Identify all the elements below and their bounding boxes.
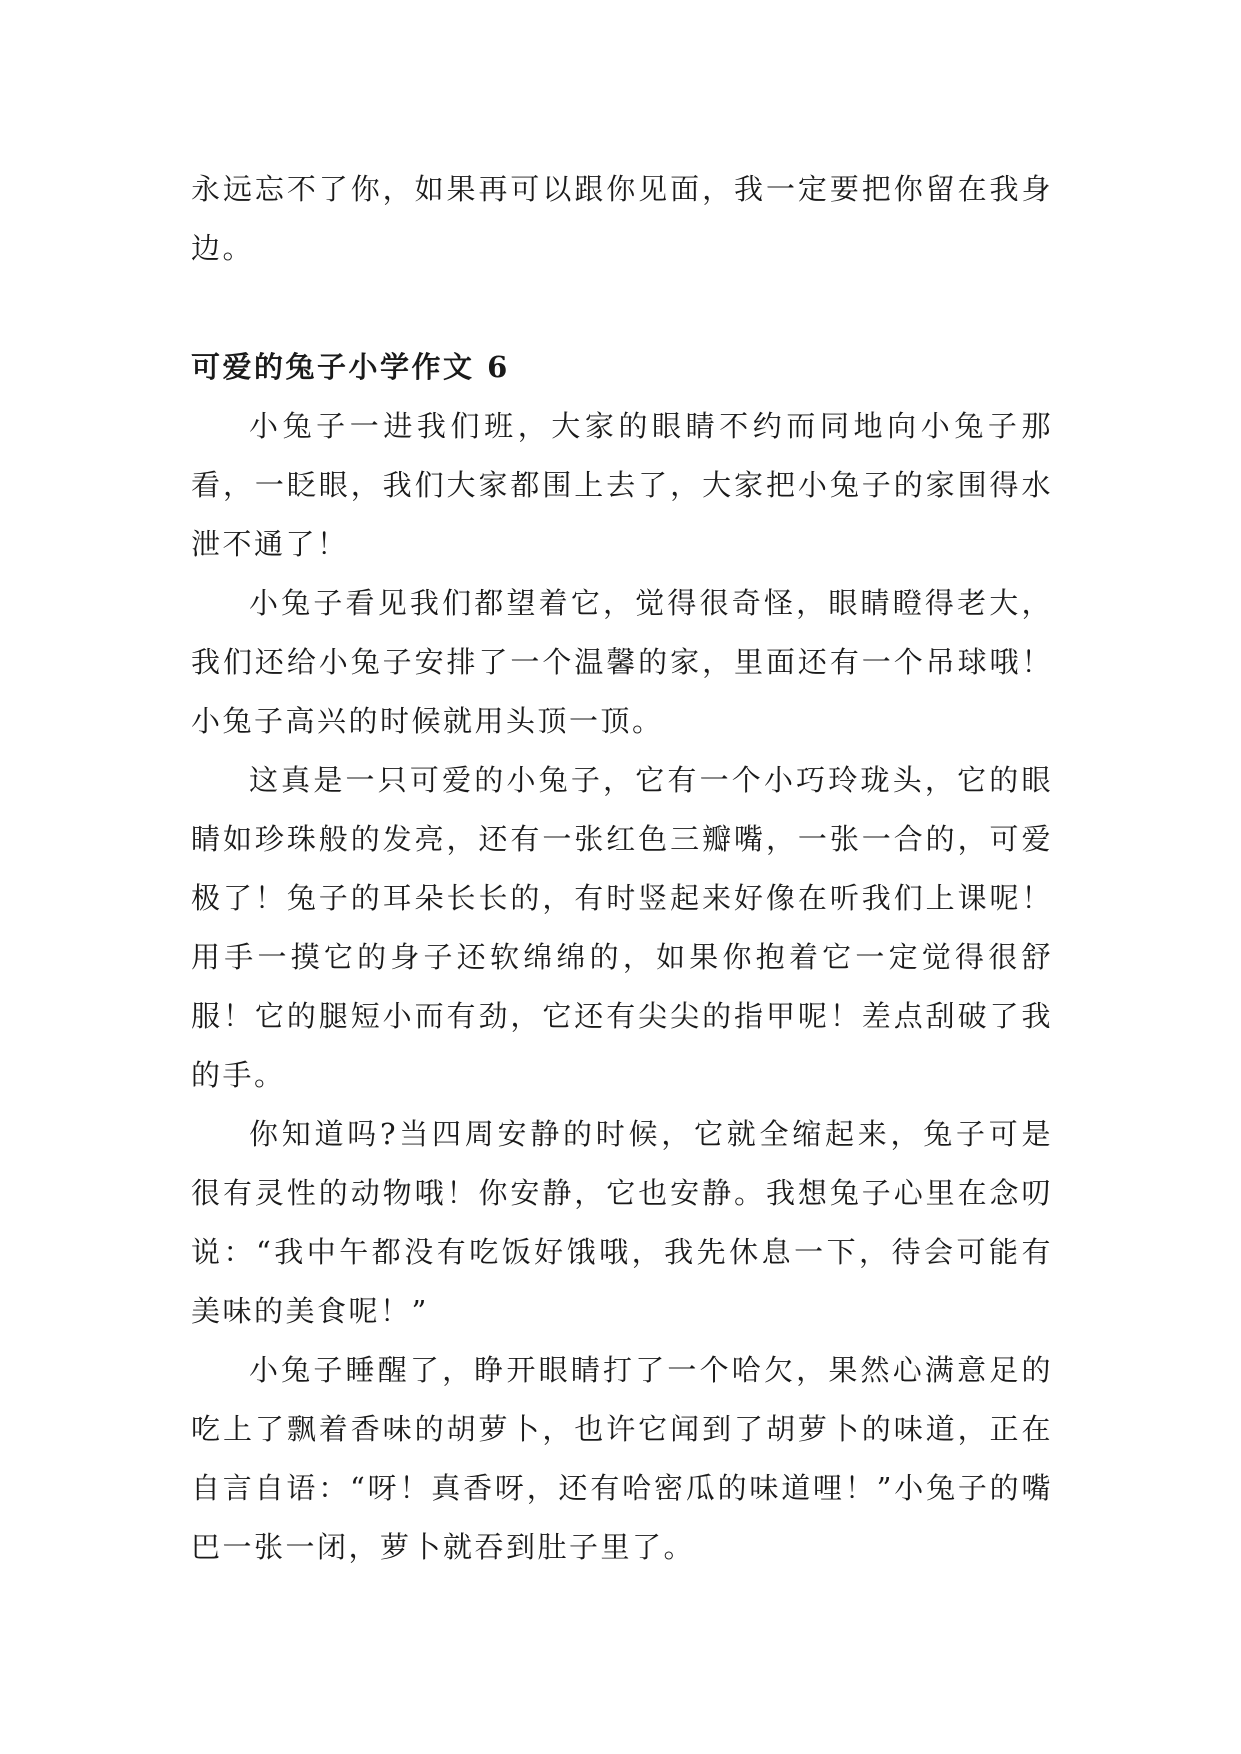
paragraph: 小兔子一进我们班，大家的眼睛不约而同地向小兔子那看，一眨眼，我们大家都围上去了，大家把小兔子的家围得水泄不通了！ <box>191 409 1053 561</box>
previous-section-ending: 永远忘不了你，如果再可以跟你见面，我一定要把你留在我身边。 <box>191 172 1053 265</box>
paragraph: 小兔子睡醒了，睁开眼睛打了一个哈欠，果然心满意足的吃上了飘着香味的胡萝卜，也许它闻到了胡萝卜的味道，正在自言自语：“呀！真香呀，还有哈密瓜的味道哩！”小兔子的嘴巴一张一闭，萝卜就吞到肚子里了。 <box>191 1353 1053 1564</box>
document-body <box>191 160 1053 1577</box>
paragraph: 小兔子看见我们都望着它，觉得很奇怪，眼睛瞪得老大，我们还给小兔子安排了一个温馨的家，里面还有一个吊球哦！小兔子高兴的时候就用头顶一顶。 <box>191 586 1053 738</box>
section-gap <box>191 278 1053 338</box>
paragraph: 你知道吗?当四周安静的时候，它就全缩起来，兔子可是很有灵性的动物哦！你安静，它也安静。我想兔子心里在念叨说：“我中午都没有吃饭好饿哦，我先休息一下，待会可能有美味的美食呢！” <box>191 1117 1053 1328</box>
section-title: 可爱的兔子小学作文 6 <box>191 350 510 384</box>
paragraph: 这真是一只可爱的小兔子，它有一个小巧玲珑头，它的眼睛如珍珠般的发亮，还有一张红色三瓣嘴，一张一合的，可爱极了！兔子的耳朵长长的，有时竖起来好像在听我们上课呢！用手一摸它的身子还软绵绵的，如果你抱着它一定觉得很舒服！它的腿短小而有劲，它还有尖尖的指甲呢！差点刮破了我的手。 <box>191 763 1053 1092</box>
